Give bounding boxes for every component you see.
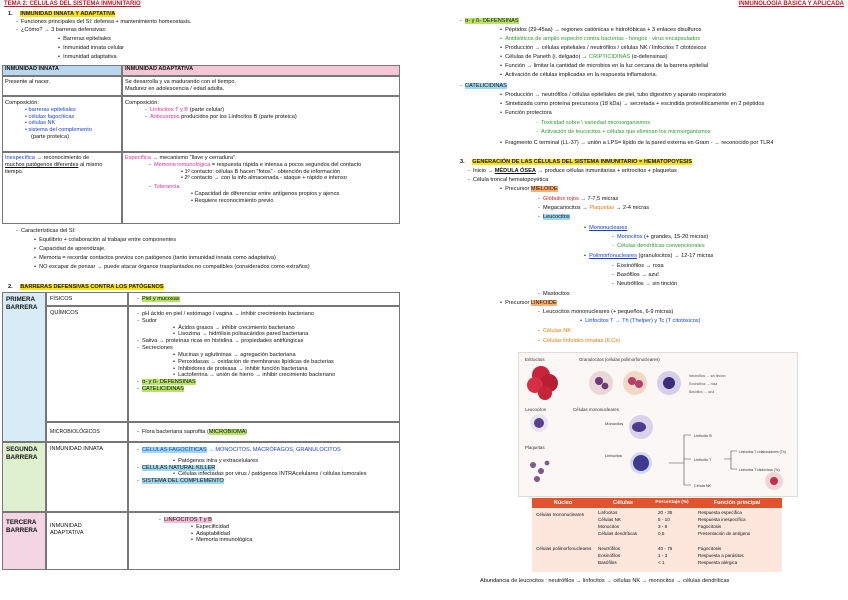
bullet-text: Mastocitos — [542, 291, 570, 297]
bullet-text: Mononucleares — [589, 225, 628, 231]
label-erythrocytes: Eritrocitos — [525, 357, 545, 362]
table-cell: 0,5 — [658, 531, 665, 536]
cell-text: Linfocitos T y B — [149, 106, 189, 113]
bullet-text: Toxicidad sobre \ variedad microorganismos — [540, 120, 651, 126]
bullet-text: (granulocitos) → 12-17 micras — [638, 253, 714, 259]
label-lymphocytes: Linfocitos — [605, 453, 622, 458]
cell-text: = respuesta rápida e intensa a pocos segundos del contacto — [211, 161, 362, 168]
bullet-text: LINFOIDE — [530, 300, 557, 306]
label-granulocytes: Granulocitos (células polimorfonucleares) — [579, 357, 660, 362]
item: - Mastocitos — [538, 291, 570, 297]
bullet-text: Glóbulos rojos — [542, 196, 579, 202]
heading-text: α- y ß- DEFENSINAS — [464, 18, 519, 24]
bullet-text: Activación de células implicadas en la respuesta inflamatoria. — [505, 72, 658, 78]
platelets-cluster-icon — [530, 461, 549, 482]
bullet-text: Activación de leucocitos + células que eliminan los microorganismos — [540, 129, 711, 135]
table-cell: Basófilos — [598, 560, 617, 565]
bullet-text: Células NK — [542, 328, 571, 334]
cell-text: (parte proteica) — [31, 134, 69, 141]
bullet: - Célula troncal hematopoyética — [468, 177, 549, 183]
defensins-heading: - α- y ß- DEFENSINAS — [460, 18, 519, 24]
table-cell: Neutrófilos — [598, 546, 620, 551]
table-header: Células — [594, 498, 652, 508]
item: - Monocitos (+ grandes, 15-20 micras) — [612, 234, 709, 240]
sub-bullet-text: Memoria = recordar contactos previos con patógenos (tanto inmunidad innata como adaptativa) — [39, 255, 276, 261]
sub-bullet: - Toxicidad sobre \ variedad microorganismos — [536, 120, 651, 126]
cell-text: Ácidos grasos → inhibir crecimiento bacteriano — [178, 324, 295, 331]
cell-text: CÉLULAS NATURAL KILLER — [141, 464, 216, 471]
table-cell: - CÉLULAS FAGOCÍTICAS → MONOCITOS, MACRÓFAGOS, GRANULOCITOS • Patógenos intra y extracelulares - CÉLULAS NATURAL KILLER • Células infectadas por virus / patógenos INTRAcelulares / células tumorales - SISTEMA DEL COMPLEMENTO — [128, 442, 400, 512]
table-header: Porcentaje (%) — [652, 498, 692, 508]
sub-bullet-text: Inmunidad innata celular — [63, 45, 125, 51]
bullet-text: ¿Cómo? → 3 barreras defensivas: — [20, 27, 107, 33]
cell-text: Flora bacteriana saprofita ( — [141, 429, 209, 435]
table-cell — [46, 306, 128, 422]
bullet-text: Producción → células epiteliales / neutrófilos / células NK / linfocitos T citotóxicos — [505, 45, 707, 51]
cell-text: SEGUNDA BARRERA — [6, 446, 38, 461]
bullet-text: Monocitos — [616, 234, 643, 240]
cell-text: 2º contacto → con la info almacenada - ataque + rápido e intenso — [184, 175, 347, 182]
sub-bullet: • Inmunidad adaptativa — [58, 54, 117, 60]
erythrocyte-cluster-icon — [527, 366, 558, 400]
sub-bullet-text: Inmunidad adaptativa — [63, 54, 117, 60]
item: • Mononucleares — [584, 225, 628, 231]
heading-text: CATELICIDINAS — [464, 83, 507, 89]
bullet-text: Eosinófilos → rosa — [616, 263, 664, 269]
bullet: - Inicio → MÉDULA ÓSEA → produce células inmunitarias + eritrocitos + plaquetas — [468, 168, 677, 174]
cell-text: PRIMERA BARRERA — [6, 296, 38, 311]
table-cell: 40 - 75 — [658, 546, 673, 551]
cell-text: MICROBIOMA — [208, 429, 246, 435]
table-cell: Fagocitosis — [698, 546, 722, 551]
bullet-text: Células de Paneth (i. delgado) → — [505, 54, 588, 60]
sub-bullet: • Memoria = recordar contactos previos con patógenos (tanto inmunidad innata como adaptativa) — [34, 255, 276, 261]
label-mononuclear: Células mononucleares — [573, 407, 619, 412]
bullet: • Células de Paneth (i. delgado) → CRIPTICIDINAS (α-defensinas) — [500, 54, 668, 60]
label-b-cell: Linfocito B — [694, 434, 712, 438]
bullet: • Fragmento C terminal (LL-37) → unión a LPS= lípido de la pared externa en Gram - → reconocido por TLR4 — [500, 140, 774, 146]
bullet-text: Leucocitos mononucleares (+ pequeños, 6-9 micras) — [542, 309, 674, 315]
item: - Megacariocitos → Plaquetas → 2-4 micras — [538, 205, 650, 211]
bullet-text: Megacariocitos → — [542, 205, 588, 211]
table-cell: - pH ácido en piel / estómago / vagina → inhibir crecimiento bacteriano - Sudor • Ácidos grasos → inhibir crecimiento bacteriano • Lisozima → hidrólisis polisacáridos pared bacteriana - Saliva → proteínas ricas en histidina → propiedades antifúngicas - Secreciones • Mucinas y aglutininas → agregación bacteriana • Peroxidasas → oxidación de membranas lipídicas de bacterias • Inhibidores de proteasa → inhibir función bacteriana • Lactoferrina → unión de hierro → inhibir crecimiento bacteriano - α- y ß- DEFENSINAS - CATELICIDINAS — [128, 306, 400, 422]
cell-text: FÍSICOS — [50, 296, 73, 302]
table-cell: Fagocitosis — [698, 524, 722, 529]
table-cell: Respuesta inespecífica — [698, 517, 746, 522]
sub-bullet-text: Equilibrio + colaboración al trabajar entre componentes — [39, 237, 177, 243]
label-eosinophil: Eosinófilos → rosa — [689, 382, 718, 386]
table-cell — [2, 152, 122, 224]
section-1-heading — [8, 11, 115, 18]
cell-text: INMUNIDAD INNATA — [50, 446, 103, 452]
item: - Células NK — [538, 328, 571, 334]
t-cell-bracket-icon — [724, 451, 737, 469]
cell-text: → mecanismo "llave y cerradura" — [152, 155, 235, 161]
sub-bullet: • Capacidad de aprendizaje. — [34, 246, 106, 252]
bullet-text: Plaquetas — [589, 205, 615, 211]
label-th: Linfocitos T colaboradores (Th) — [739, 450, 786, 454]
bullet-text: Célula troncal hematopoyética — [472, 177, 549, 183]
bullet-text: Neutrófilos → sin tinción — [616, 281, 678, 287]
bullet: • Producción → células epiteliales / neutrófilos / células NK / linfocitos T citotóxicos — [500, 45, 707, 51]
cell-text: Presente al nacer. — [5, 79, 51, 85]
label-neutrophil: Neutrófilos → sin tinción — [689, 374, 726, 378]
section-number: 2. — [8, 284, 13, 290]
item: - Células dendríticas convencionales — [612, 243, 705, 249]
cell-text: muchos patógenos diferentes — [5, 161, 79, 168]
table-cell — [46, 442, 128, 512]
table-cell: Células dendríticas — [598, 531, 638, 536]
label-leukocytes: Leucocitos — [525, 407, 546, 412]
sub-bullet: • Equilibrio + colaboración al trabajar entre componentes — [34, 237, 177, 243]
section-title: GENERACIÓN DE LAS CÉLULAS DEL SISTEMA INMUNITARIO = HEMATOPOYESIS — [472, 159, 693, 165]
section-title: BARRERAS DEFENSIVAS CONTRA LOS PATÓGENOS — [20, 284, 164, 290]
cell-text: Patógenos intra y extracelulares — [178, 457, 258, 464]
table-header-innate — [2, 65, 122, 76]
myeloid-precursor: • Precursor MIELOIDE — [500, 186, 558, 192]
cell-text: pH ácido en piel / estómago / vagina → inhibir crecimiento bacteriano — [141, 311, 314, 317]
sub-bullet: • Inmunidad innata celular — [58, 45, 125, 51]
leukocyte-summary-table — [532, 498, 782, 572]
bullet-text: CRIPTICIDINAS — [589, 54, 631, 60]
item: - Leucocitos — [538, 214, 570, 220]
barrier-3-label — [2, 512, 46, 570]
cell-text: Composición: — [125, 100, 159, 106]
cell-text: sistema del complemento — [28, 127, 92, 134]
cathelicidins-heading: - CATELICIDINAS — [460, 83, 507, 89]
item: • Linfocitos T → Th (Thelper) y Tc (T citotóxicos) — [580, 318, 701, 324]
table-body — [532, 508, 782, 572]
nk-cell-icon — [765, 472, 783, 490]
bullet-text: Antibióticos de amplio espectro contra bacterias - hongos - virus encapsulados — [505, 36, 701, 42]
bullet-text: Células dendríticas convencionales — [616, 243, 705, 249]
bullet-text: → 2-4 micras — [615, 205, 650, 211]
section-title: INMUNIDAD INNATA Y ADAPTATIVA — [20, 11, 116, 17]
cell-text: Madurez en adolescencia / edad adulta. — [125, 85, 225, 92]
table-header-adaptive — [122, 65, 400, 76]
bullet: - Características del SI: — [16, 228, 76, 234]
blood-cells-figure — [518, 352, 798, 497]
table-cell — [46, 422, 128, 442]
cell-text: MICROBIOLÓGICOS — [50, 429, 100, 435]
table-cell: < 1 — [658, 560, 665, 565]
header-right: INMUNOLOGÍA BÁSICA Y APLICADA — [738, 1, 844, 7]
table-cell: 1 - 3 — [658, 553, 668, 558]
table-header-text: INMUNIDAD INNATA — [5, 66, 59, 72]
bullet: - Funciones principales del SI: defensa + mantenimiento homeostasis. — [16, 19, 192, 25]
cell-text: TERCERA BARRERA — [6, 519, 38, 534]
cell-text: Tolerancia — [153, 184, 180, 191]
cell-text: α- y ß- DEFENSINAS — [141, 379, 196, 386]
cell-text: LINFOCITOS T y B — [163, 517, 212, 523]
list-item: • células fagocíticas — [25, 113, 75, 120]
label-monocytes: Monocitos — [605, 421, 624, 426]
cell-text: CÉLULAS FAGOCÍTICAS — [141, 447, 207, 453]
cell-text: Memoria inmunológica — [153, 161, 211, 168]
cell-text: Especificidad — [196, 523, 230, 530]
cell-text: Inespecífica — [5, 155, 35, 161]
table-cell: Presentación de antígeno — [698, 531, 751, 536]
bullet: • Función protectora — [500, 110, 552, 116]
bullet: • Producción → neutrófilos / células epiteliales de piel, tubo digestivo y aparato respiratorio — [500, 92, 727, 98]
bullet-text: Producción → neutrófilos / células epiteliales de piel, tubo digestivo y aparato respiratorio — [505, 92, 727, 98]
label-platelets: Plaquetas — [525, 445, 545, 450]
cell-text: producidos por los Linfocitos B (parte proteica) — [181, 113, 297, 120]
cell-text: (parte celular) — [189, 106, 225, 113]
cell-text: Inhibidores de proteasa → inhibir función bacteriana — [178, 365, 308, 372]
bullet-text: Precursor — [505, 300, 530, 306]
table-cell: 3 - 8 — [658, 524, 668, 529]
cell-text: Lactoferrina → unión de hierro → inhibir crecimiento bacteriano — [178, 372, 336, 379]
cell-text: Se desarrolla y va madurando con el tiempo. — [125, 79, 237, 85]
cell-text: Saliva → proteínas ricas en histidina → propiedades antifúngicas — [141, 338, 304, 345]
bullet-text: MÉDULA ÓSEA — [494, 168, 536, 174]
abundance-note: Abundancia de leucocitos : neutrófilos → linfocitos → células NK → monocitos → células dendríticas — [480, 578, 730, 584]
table-cell: Células polimorfonucleares — [536, 546, 592, 551]
table-header: Núcleo — [532, 498, 594, 508]
table-cell — [46, 292, 128, 306]
item: - Leucocitos mononucleares (+ pequeños, 6-9 micras) — [538, 309, 674, 315]
cell-text: → MONOCITOS, MACRÓFAGOS, GRANULOCITOS — [208, 447, 341, 453]
cell-text: Mucinas y aglutininas → agregación bacteriana — [178, 351, 296, 358]
sub-bullet: - Activación de leucocitos + células que eliminan los microorganismos — [536, 129, 711, 135]
cell-text: QUÍMICOS — [50, 310, 79, 316]
granulocyte-cell-icon — [589, 371, 681, 395]
cell-text: células fagocíticas — [28, 113, 75, 120]
sub-bullet-text: Capacidad de aprendizaje. — [39, 246, 106, 252]
cell-text: Peroxidasas → oxidación de membranas lipídicas de bacterias — [178, 358, 334, 365]
table-cell — [2, 96, 122, 152]
section-number: 1. — [8, 11, 13, 17]
section-3-heading — [460, 159, 692, 166]
list-item: • barreras epiteliales — [25, 106, 76, 113]
cell-text: barreras epiteliales — [28, 106, 76, 113]
bullet-text: Fragmento C terminal (LL-37) → unión a LPS= lípido de la pared externa en Gram - → reconocido por TLR4 — [505, 140, 774, 146]
cell-text: 1º contacto: células B hacen "fotos" - obtención de información — [184, 168, 341, 175]
table-cell — [122, 96, 400, 152]
bullet-text: Basófilos → azul — [616, 272, 659, 278]
list-item: • sistema del complemento — [25, 127, 92, 134]
bullet-text: Leucocitos — [542, 214, 570, 220]
bullet: • Función → limitar la cantidad de microbios en la luz cercana de la barrera epitelial — [500, 63, 709, 69]
table-cell: Específica → mecanismo "llave y cerradura" - Memoria inmunológica = respuesta rápida e intensa a pocos segundos del contacto • 1º contacto: células B hacen "fotos" - obtención de información • 2º contacto → con la info almacenada - ataque + rápido e intenso - Tolerancia • Capacidad de diferenciar entre antígenos propios y ajenos • Requiere reconocimiento previo — [122, 152, 400, 224]
bullet: • Sintetizada como proteína precursora (18 kDa) → secretada + escindida proteolíticamente en 2 péptidos — [500, 101, 765, 107]
cell-text: Anticuerpos — [149, 113, 180, 120]
cell-text: al mismo tiempo. — [5, 161, 103, 175]
item: - Neutrófilos → sin tinción — [612, 281, 678, 287]
table-cell: Respuesta específica — [698, 510, 742, 515]
sub-bullet: • Barreras epiteliales — [58, 36, 111, 42]
bullet-text: Polimorfonucleares — [589, 253, 637, 259]
label-t-cell: Linfocito T — [694, 458, 712, 462]
item: • Polimorfonucleares (granulocitos) → 12-17 micras — [584, 253, 714, 259]
bullet-text: Inicio → — [472, 168, 494, 174]
bullet-text: Función → limitar la cantidad de microbios en la luz cercana de la barrera epitelial — [505, 63, 709, 69]
item: - Eosinófilos → rosa — [612, 263, 664, 269]
cell-text: Secreciones — [141, 345, 173, 352]
bullet: • Antibióticos de amplio espectro contra bacterias - hongos - virus encapsulados — [500, 36, 701, 42]
section-2-heading — [8, 284, 164, 291]
cell-text: células NK — [28, 120, 56, 127]
table-cell: 20 - 35 — [658, 510, 673, 515]
bullet-text: Sintetizada como proteína precursora (18 kDa) → secretada + escindida proteolíticamente en 2 péptidos — [505, 101, 765, 107]
bullet-text: Características del SI: — [20, 228, 76, 234]
table-cell: Células mononucleares — [536, 512, 585, 517]
table-cell: Respuesta a parásitos — [698, 553, 744, 558]
cell-text: ) — [245, 429, 248, 435]
sub-bullet: • NO escapar de pensar → puede atacar órganos trasplantados no compatibles (considerados como extraños) — [34, 264, 310, 270]
lymphoid-precursor: • Precursor LINFOIDE — [500, 300, 557, 306]
table-header-text: INMUNIDAD ADAPTATIVA — [125, 66, 194, 72]
monocyte-cell-icon — [629, 415, 653, 439]
cell-text: Sudor — [141, 317, 157, 324]
bullet-text: Péptidos (29-45aa) → regiones catiónicas e hidrofóbicas + 3 enlaces disulfuros — [505, 27, 702, 33]
lineage-bracket-icon — [669, 435, 691, 485]
bullet-text: Precursor — [505, 186, 530, 192]
bullet-text: MIELOIDE — [530, 186, 558, 192]
table-cell: Células NK — [598, 517, 621, 522]
item: - Basófilos → azul — [612, 272, 659, 278]
table-cell: Linfocitos — [598, 510, 618, 515]
bullet-text: → produce células inmunitarias + eritrocitos + plaquetas — [537, 168, 677, 174]
list-item: • células NK — [25, 120, 56, 127]
label-tc: Linfocitos T citotóxicos (Tc) — [739, 468, 780, 472]
table-cell: Eosinófilos — [598, 553, 621, 558]
item: - Células linfoides innatas (ILCs) — [538, 338, 621, 344]
table-cell: - LINFOCITOS T y B • Especificidad • Adaptabilidad • Memoria inmunológica — [128, 512, 400, 570]
bullet: • Péptidos (29-45aa) → regiones catiónicas e hidrofóbicas + 3 enlaces disulfuros — [500, 27, 702, 33]
cell-text: Adaptabilidad — [196, 530, 230, 537]
cell-text: Piel y mucosas — [141, 296, 180, 302]
sub-bullet-text: NO escapar de pensar → puede atacar órganos trasplantados no compatibles (considerados como extraños) — [39, 264, 310, 270]
blood-cells-diagram — [519, 353, 799, 498]
bullet-text: Funciones principales del SI: defensa + mantenimiento homeostasis. — [20, 19, 192, 25]
barrier-2-label — [2, 442, 46, 512]
sub-bullet-text: Barreras epiteliales — [63, 36, 111, 42]
bullet: • Activación de células implicadas en la respuesta inflamatoria. — [500, 72, 658, 78]
item: - Glóbulos rojos → 7-7,5 micras — [538, 196, 619, 202]
list-item: - Anticuerpos producidos por los Linfocitos B (parte proteica) — [145, 113, 297, 120]
label-basophil: Basófilos → azul — [689, 390, 715, 394]
lymphocyte-cell-icon — [630, 452, 652, 474]
cell-text: SISTEMA DEL COMPLEMENTO — [141, 478, 224, 485]
table-cell — [2, 76, 122, 96]
leukocyte-cell-icon — [530, 414, 548, 432]
cell-text: INMUNIDAD ADAPTATIVA — [50, 523, 84, 536]
table-cell — [122, 76, 400, 96]
bullet-text: Células linfoides innatas (ILCs) — [542, 338, 621, 344]
table-cell: Respuesta alérgica — [698, 560, 738, 565]
bullet-text: Linfocitos T → Th (Thelper) y Tc (T citotóxicos) — [585, 318, 701, 324]
table-header: Función principal — [692, 498, 782, 508]
label-nk-cell: Célula NK — [694, 484, 712, 488]
bullet-text: (+ grandes, 15-20 micras) — [644, 234, 709, 240]
section-number: 3. — [460, 159, 465, 165]
bullet-text: (α-defensinas) — [631, 54, 668, 60]
table-cell: - Piel y mucosas — [128, 292, 400, 306]
cell-text: CATELICIDINAS — [141, 385, 184, 392]
cell-text: Lisozima → hidrólisis polisacáridos pared bacteriana — [178, 331, 309, 338]
cell-text: Memoria inmunológica — [196, 537, 253, 544]
cell-text: Específica — [125, 155, 151, 161]
cell-text: Capacidad de diferenciar entre antígenos propios y ajenos — [194, 191, 340, 198]
bullet-text: → 7-7,5 micras — [580, 196, 619, 202]
bullet: - ¿Cómo? → 3 barreras defensivas: — [16, 27, 107, 33]
bullet-text: Función protectora — [505, 110, 552, 116]
cell-text: Requiere reconocimiento previo — [194, 197, 274, 204]
cell-text: Composición: — [5, 100, 39, 106]
header-left: TEMA 2: CÉLULAS DEL SISTEMA INMUNITARIO — [4, 1, 141, 7]
cell-text: → reconocimiento de — [36, 155, 90, 161]
table-cell: - Flora bacteriana saprofita (MICROBIOMA) — [128, 422, 400, 442]
list-item: - Linfocitos T y B (parte celular) — [145, 106, 225, 113]
table-cell — [46, 512, 128, 570]
table-cell: Monocitos — [598, 524, 619, 529]
cell-text: Células infectadas por virus / patógenos INTRAcelulares / células tumorales — [178, 471, 367, 478]
table-cell: 5 - 10 — [658, 517, 670, 522]
barrier-1-label — [2, 292, 46, 442]
